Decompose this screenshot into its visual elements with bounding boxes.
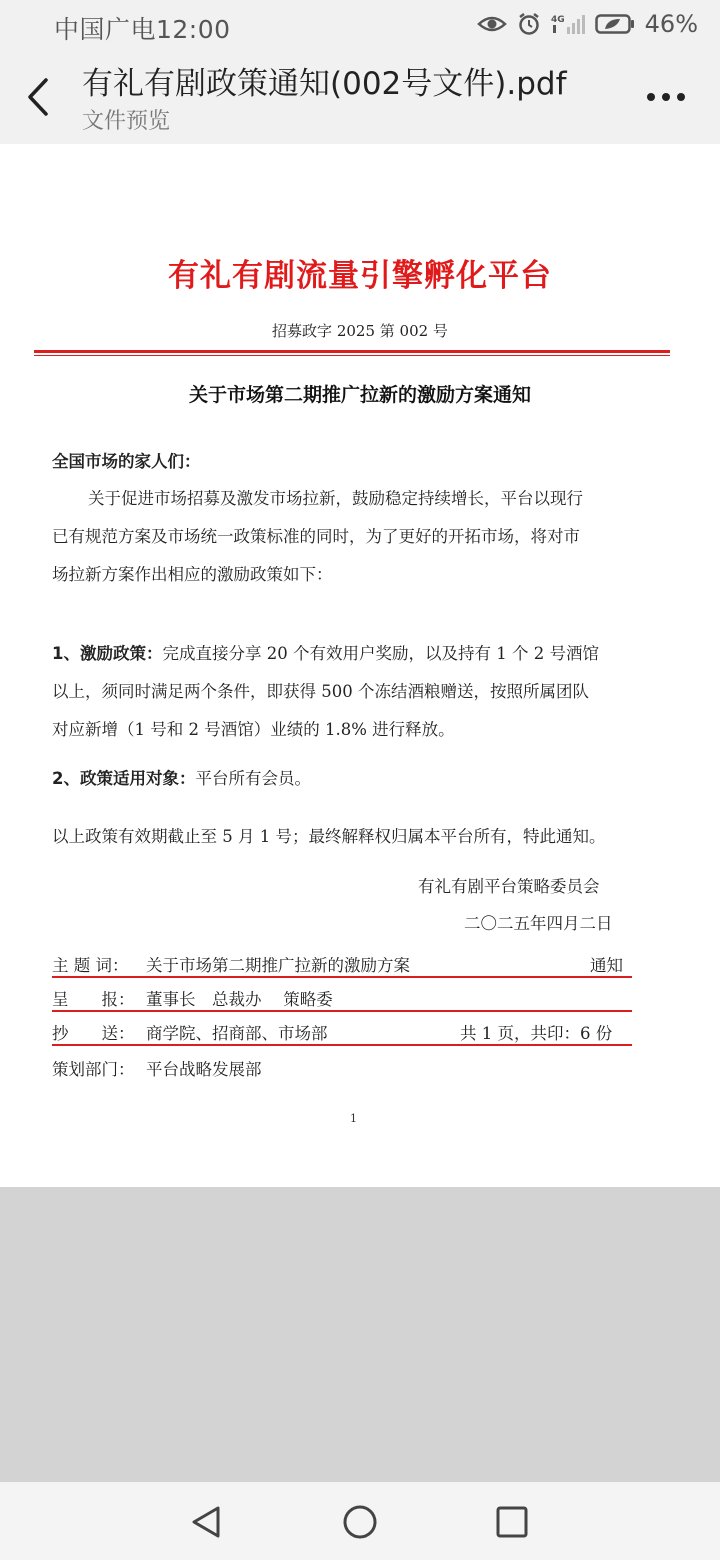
item1-label: 1、激励政策：: [52, 644, 163, 663]
subject-rule: [52, 976, 632, 978]
item1-line: 以上，须同时满足两个条件，即获得 500 个冻结酒粮赠送，按照所属团队: [52, 682, 589, 701]
signature: 有礼有剧平台策略委员会: [418, 877, 600, 896]
file-subtitle: 文件预览: [82, 109, 171, 134]
dept-label: 策划部门：: [52, 1060, 135, 1079]
item2-line: [52, 765, 311, 789]
cc-label: 抄 送：: [52, 1024, 135, 1043]
battery-percent: 46%: [644, 10, 698, 38]
date: 二〇二五年四月二日: [464, 914, 613, 933]
dept-text: 平台战略发展部: [146, 1060, 262, 1079]
triangle-back-icon[interactable]: [186, 1502, 226, 1542]
item2-label: 2、政策适用对象：: [52, 769, 196, 788]
pdf-page[interactable]: [0, 144, 720, 1187]
system-nav-bar: [0, 1482, 720, 1560]
doc-title: 关于市场第二期推广拉新的激励方案通知: [188, 384, 531, 406]
intro-line: 关于促进市场招募及激发市场拉新，鼓励稳定持续增长，平台以现行: [88, 489, 583, 508]
subject-label: 主 题 词：: [52, 956, 129, 975]
intro-line: 场拉新方案作出相应的激励政策如下：: [52, 565, 333, 584]
app-bar: [0, 50, 720, 144]
square-recent-icon[interactable]: [492, 1502, 532, 1542]
subject-text: 关于市场第二期推广拉新的激励方案: [146, 956, 410, 975]
item1-line: 对应新增（1 号和 2 号酒馆）业绩的 1.8% 进行释放。: [52, 720, 455, 739]
svg-text:4G: 4G: [550, 15, 565, 25]
chevron-left-icon[interactable]: [22, 74, 58, 120]
file-title: 有礼有剧政策通知(002号文件).pdf: [82, 66, 567, 102]
status-bar: [0, 0, 720, 50]
header-rule-thin: [34, 355, 670, 356]
alarm-icon: [517, 12, 541, 36]
circle-home-icon[interactable]: [340, 1502, 380, 1542]
org-heading: 有礼有剧流量引擎孵化平台: [168, 258, 552, 294]
closing-text: 以上政策有效期截止至 5 月 1 号；最终解释权归属本平台所有，特此通知。: [52, 827, 606, 846]
header-rule: [34, 350, 670, 353]
doc-number: 招募政字 2025 第 002 号: [272, 322, 448, 340]
signal-icon: [551, 13, 585, 35]
carrier-time: 中国广电12:00: [54, 15, 231, 44]
cc-rule: [52, 1044, 632, 1046]
report-label: 呈 报：: [52, 990, 135, 1009]
report-rule: [52, 1010, 632, 1012]
cc-tail: 共 1 页，共印：6 份: [460, 1024, 613, 1043]
item1-line: 完成直接分享 20 个有效用户奖励，以及持有 1 个 2 号酒馆: [162, 644, 599, 663]
more-dots-icon[interactable]: [646, 90, 686, 104]
report-text: 董事长 总裁办 策略委: [146, 990, 333, 1009]
intro-line: 已有规范方案及市场统一政策标准的同时，为了更好的开拓市场，将对市: [52, 527, 580, 546]
item2-text: 平台所有会员。: [195, 769, 311, 788]
subject-tail: 通知: [590, 956, 623, 975]
status-icons: [477, 10, 698, 38]
page-number: 1: [350, 1112, 357, 1125]
item1-first-line: [52, 640, 599, 664]
salutation: 全国市场的家人们：: [52, 452, 201, 471]
battery-icon: [595, 13, 635, 35]
eye-icon: [477, 14, 507, 34]
cc-text: 商学院、招商部、市场部: [146, 1024, 328, 1043]
